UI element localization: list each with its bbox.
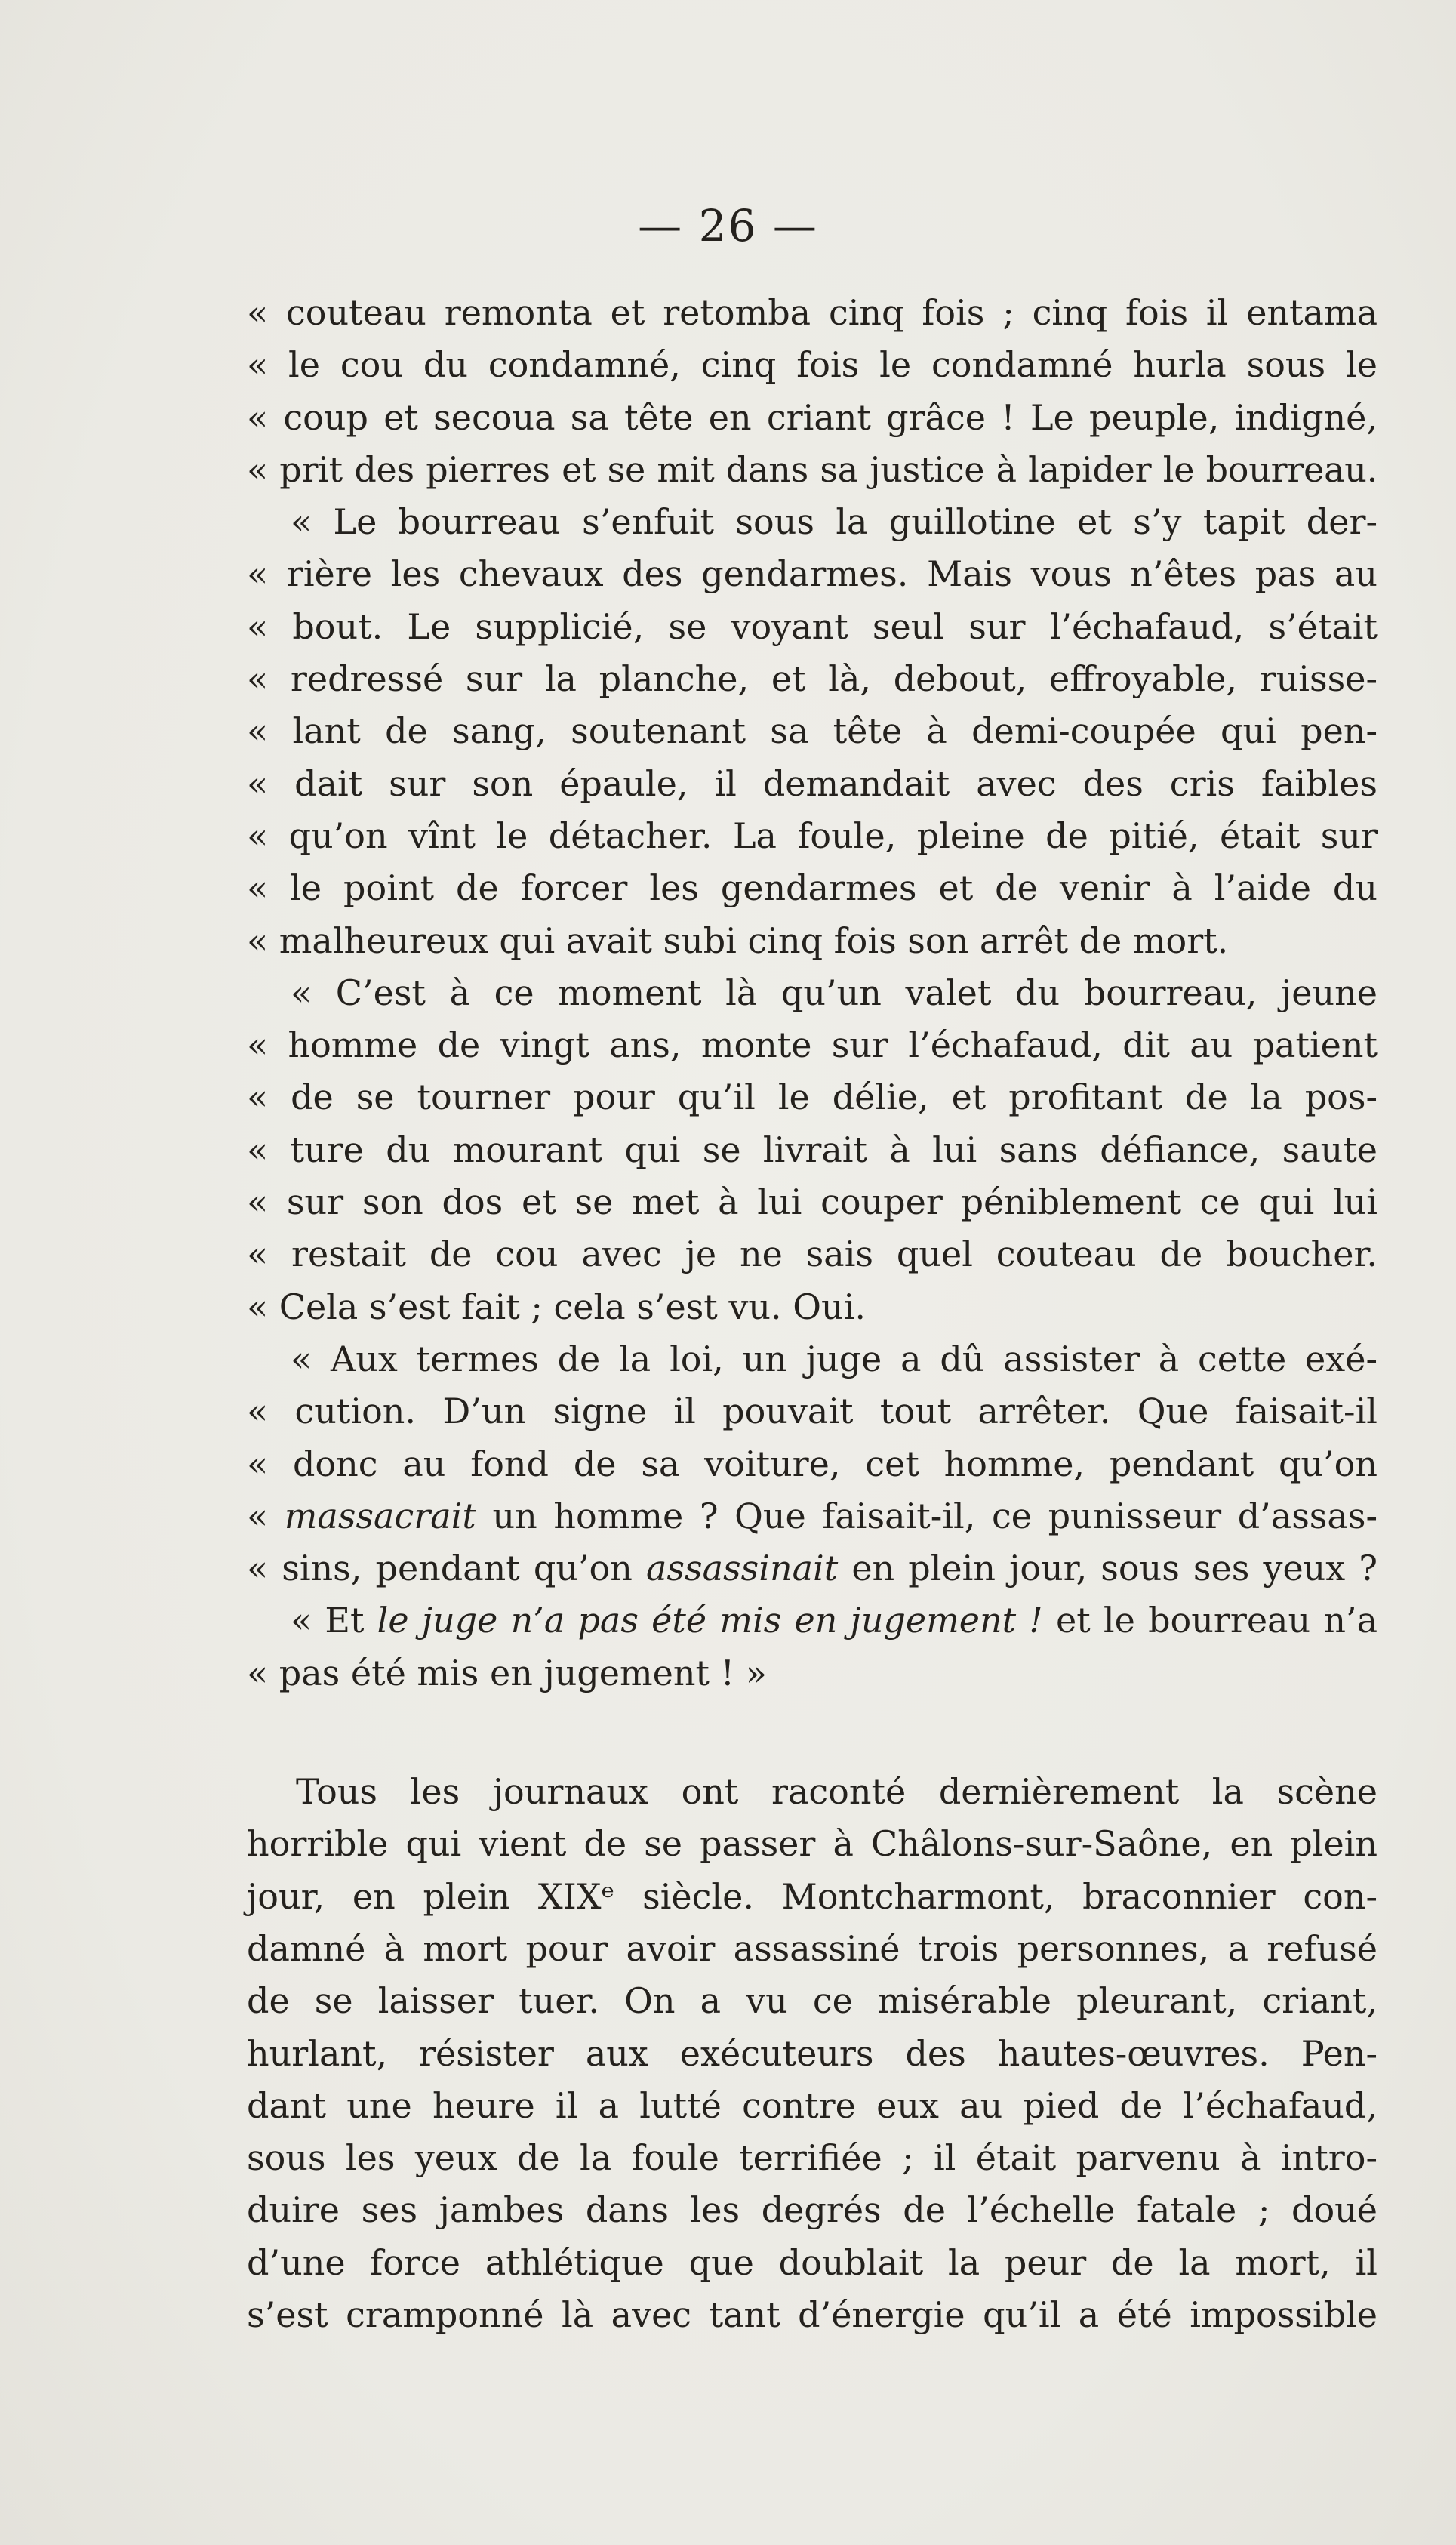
- quote-line: [247, 1281, 1378, 1333]
- body-line: [247, 1975, 1378, 2027]
- line-text: « Et: [291, 1600, 377, 1641]
- line-text: « pas été mis en jugement ! »: [247, 1652, 767, 1693]
- line-text: « Aux termes de la loi, un juge a dû assister à cette exé-: [291, 1338, 1378, 1379]
- body-line: [247, 2132, 1378, 2184]
- line-text: « donc au fond de sa voiture, cet homme, pendant qu’on: [247, 1443, 1378, 1484]
- line-text: « malheureux qui avait subi cinq fois son arrêt de mort.: [247, 920, 1229, 961]
- line-text: « qu’on vînt le détacher. La foule, pleine de pitié, était sur: [247, 815, 1378, 856]
- quote-line: [247, 705, 1378, 757]
- line-text: « Le bourreau s’enfuit sous la guillotine et s’y tapit der-: [291, 501, 1378, 543]
- line-text: Tous les journaux ont raconté dernièrement la scène: [296, 1771, 1378, 1813]
- line-text: « sur son dos et se met à lui couper péniblement ce qui lui: [247, 1182, 1378, 1223]
- line-text: d’une force athlétique que doublait la peur de la mort, il: [247, 2242, 1378, 2283]
- body-line: [247, 1923, 1378, 1975]
- body-line: [247, 2028, 1378, 2080]
- line-text: horrible qui vient de se passer à Châlons-sur-Saône, en plein: [247, 1823, 1378, 1865]
- quote-line: [247, 967, 1378, 1019]
- line-text: « le point de forcer les gendarmes et de venir à l’aide du: [247, 867, 1378, 909]
- line-text: hurlant, résister aux exécuteurs des hautes-œuvres. Pen-: [247, 2032, 1378, 2074]
- quote-line: [247, 1124, 1378, 1176]
- line-text: «: [247, 1495, 285, 1536]
- quote-line: [247, 1176, 1378, 1228]
- line-text: « sins, pendant qu’on: [247, 1548, 646, 1589]
- body-line: [247, 2237, 1378, 2289]
- italic-text: assassinait: [645, 1548, 839, 1589]
- italic-text: le juge n’a pas été mis en jugement !: [377, 1600, 1043, 1641]
- quote-line: [247, 1385, 1378, 1437]
- quoted-passage: [247, 287, 1378, 1699]
- body-line: [247, 2289, 1378, 2341]
- quote-line: [247, 810, 1378, 862]
- line-text: s’est cramponné là avec tant d’énergie qu’il a été impossible: [247, 2294, 1378, 2335]
- line-text: un homme ? Que faisait-il, ce punisseur d’assas-: [476, 1495, 1378, 1536]
- line-text: « ture du mourant qui se livrait à lui sans défiance, saute: [247, 1129, 1378, 1170]
- line-text: damné à mort pour avoir assassiné trois personnes, a refusé: [247, 1927, 1378, 1969]
- line-text: « Cela s’est fait ; cela s’est vu. Oui.: [247, 1286, 866, 1327]
- italic-text: massacrait: [284, 1495, 476, 1536]
- line-text: « restait de cou avec je ne sais quel couteau de boucher.: [247, 1234, 1378, 1275]
- line-text: « C’est à ce moment là qu’un valet du bourreau, jeune: [291, 972, 1378, 1013]
- line-text: jour, en plein XIXᵉ siècle. Montcharmont, braconnier con-: [247, 1875, 1378, 1917]
- quote-line: [247, 339, 1378, 391]
- quote-line: [247, 1490, 1378, 1542]
- paragraph-gap: [247, 1699, 1378, 1766]
- line-text: « prit des pierres et se mit dans sa justice à lapider le bourreau.: [247, 448, 1378, 490]
- quote-line: [247, 1438, 1378, 1490]
- quote-line: [247, 915, 1378, 967]
- line-text: « bout. Le supplicié, se voyant seul sur l’échafaud, s’était: [247, 605, 1378, 647]
- quote-line: [247, 1228, 1378, 1280]
- quote-line: [247, 392, 1378, 444]
- body-line: [247, 1766, 1378, 1818]
- quote-line: [247, 1647, 1378, 1699]
- line-text: « rière les chevaux des gendarmes. Mais vous n’êtes pas au: [247, 553, 1378, 595]
- body-line: [247, 1818, 1378, 1870]
- quote-line: [247, 1542, 1378, 1594]
- quote-line: [247, 496, 1378, 548]
- body-line: [247, 1871, 1378, 1923]
- quote-line: [247, 548, 1378, 600]
- line-text: « coup et secoua sa tête en criant grâce ! Le peuple, indigné,: [247, 396, 1378, 438]
- body-line: [247, 2184, 1378, 2236]
- quote-line: [247, 1071, 1378, 1123]
- line-text: duire ses jambes dans les degrés de l’échelle fatale ; doué: [247, 2189, 1378, 2231]
- line-text: et le bourreau n’a: [1042, 1600, 1378, 1641]
- text-block: [247, 287, 1378, 2341]
- quote-line: [247, 444, 1378, 496]
- line-text: « lant de sang, soutenant sa tête à demi-coupée qui pen-: [247, 710, 1378, 752]
- body-line: [247, 2080, 1378, 2132]
- quote-line: [247, 1019, 1378, 1071]
- line-text: « couteau remonta et retomba cinq fois ; cinq fois il entama: [247, 292, 1378, 333]
- line-text: « cution. D’un signe il pouvait tout arrêter. Que faisait-il: [247, 1391, 1378, 1432]
- quote-line: [247, 287, 1378, 339]
- body-paragraph: [247, 1766, 1378, 2341]
- line-text: dant une heure il a lutté contre eux au pied de l’échafaud,: [247, 2084, 1378, 2126]
- line-text: « le cou du condamné, cinq fois le condamné hurla sous le: [247, 344, 1378, 386]
- quote-line: [247, 653, 1378, 705]
- quote-line: [247, 1594, 1378, 1647]
- quote-line: [247, 862, 1378, 914]
- line-text: en plein jour, sous ses yeux ?: [838, 1548, 1378, 1589]
- quote-line: [247, 758, 1378, 810]
- line-text: de se laisser tuer. On a vu ce misérable pleurant, criant,: [247, 1980, 1378, 2022]
- page-number: — 26 —: [638, 200, 818, 251]
- line-text: « dait sur son épaule, il demandait avec des cris faibles: [247, 763, 1378, 804]
- line-text: sous les yeux de la foule terrifiée ; il était parvenu à intro-: [247, 2137, 1378, 2179]
- line-text: « homme de vingt ans, monte sur l’échafaud, dit au patient: [247, 1024, 1378, 1066]
- quote-line: [247, 601, 1378, 653]
- line-text: « de se tourner pour qu’il le délie, et profitant de la pos-: [247, 1077, 1378, 1118]
- line-text: « redressé sur la planche, et là, debout, effroyable, ruisse-: [247, 658, 1378, 700]
- quote-line: [247, 1333, 1378, 1385]
